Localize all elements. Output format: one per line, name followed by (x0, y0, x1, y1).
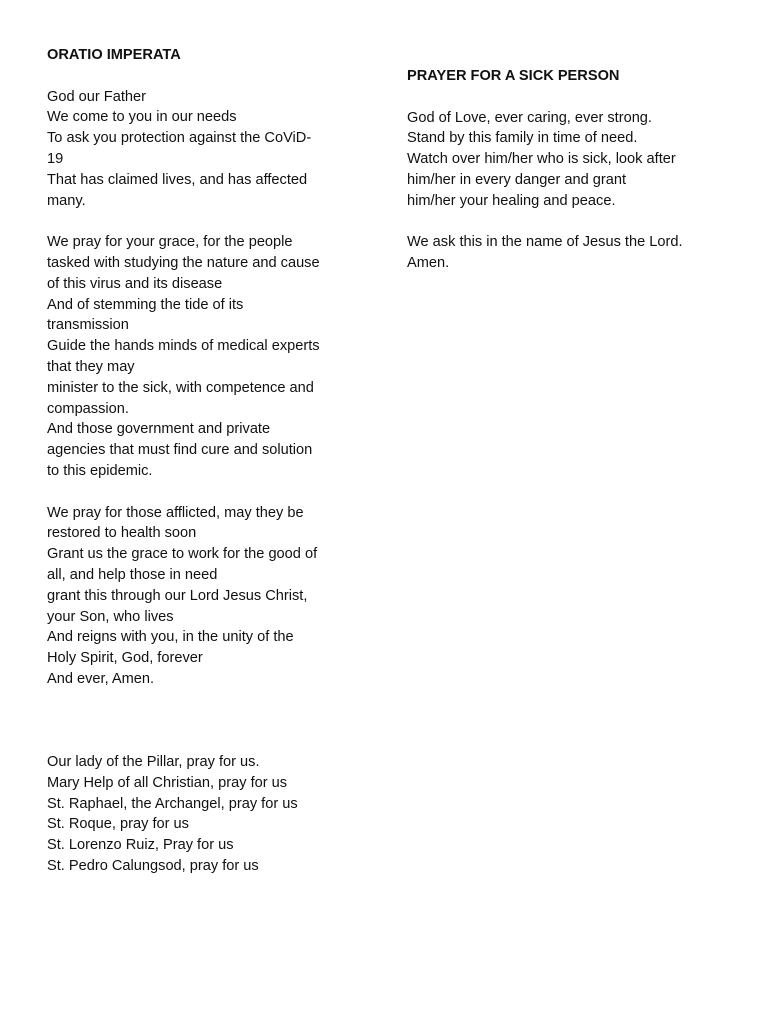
text-line: We ask this in the name of Jesus the Lord. (407, 234, 683, 251)
text-line: To ask you protection against the CoViD- (47, 130, 312, 147)
text-line: God of Love, ever caring, ever strong. (407, 109, 652, 126)
text-line: God our Father (47, 88, 146, 105)
litany-item: St. Roque, pray for us (47, 816, 189, 833)
text-line: of this virus and its disease (47, 275, 223, 292)
text-line: Holy Spirit, God, forever (47, 650, 203, 667)
litany-item: St. Lorenzo Ruiz, Pray for us (47, 837, 234, 854)
spacer (407, 212, 737, 233)
oratio-imperata-column (47, 45, 365, 877)
text-line: all, and help those in need (47, 566, 218, 583)
text-line: Stand by this family in time of need. (407, 130, 638, 147)
text-line: agencies that must find cure and solution (47, 442, 313, 459)
litany-item: St. Raphael, the Archangel, pray for us (47, 795, 298, 812)
text-line: him/her your healing and peace. (407, 192, 616, 209)
spacer (47, 731, 365, 752)
sick-prayer-paragraph (407, 108, 737, 212)
grace-paragraph (47, 232, 365, 482)
text-line: many. (47, 192, 86, 209)
oratio-imperata-title: ORATIO IMPERATA (47, 47, 181, 63)
text-line: tasked with studying the nature and cause (47, 254, 320, 271)
text-line: We pray for your grace, for the people (47, 234, 293, 251)
litany-list (47, 752, 365, 877)
text-line: compassion. (47, 400, 129, 417)
litany-item: St. Pedro Calungsod, pray for us (47, 858, 259, 875)
litany-item: Our lady of the Pillar, pray for us. (47, 754, 260, 771)
text-line: Grant us the grace to work for the good of (47, 546, 318, 563)
text-line: Amen. (407, 255, 450, 272)
litany-item: Mary Help of all Christian, pray for us (47, 774, 288, 791)
afflicted-paragraph (47, 503, 365, 690)
spacer (47, 211, 365, 232)
text-line: Guide the hands minds of medical experts (47, 338, 320, 355)
text-line: transmission (47, 317, 129, 334)
text-line: And of stemming the tide of its (47, 296, 244, 313)
sick-person-prayer-column (407, 66, 737, 274)
spacer (47, 690, 365, 732)
text-line: your Son, who lives (47, 608, 174, 625)
text-line: And reigns with you, in the unity of the (47, 629, 294, 646)
closing-paragraph (407, 232, 737, 274)
text-line: grant this through our Lord Jesus Christ, (47, 587, 308, 604)
text-line: And those government and private (47, 421, 271, 438)
text-line: We come to you in our needs (47, 109, 237, 126)
sick-person-prayer-title: PRAYER FOR A SICK PERSON (407, 68, 620, 84)
spacer (407, 87, 737, 108)
text-line: minister to the sick, with competence and (47, 379, 314, 396)
text-line: that they may (47, 358, 135, 375)
spacer (47, 482, 365, 503)
spacer (47, 66, 365, 87)
text-line: And ever, Amen. (47, 670, 155, 687)
text-line: 19 (47, 150, 64, 167)
text-line: him/her in every danger and grant (407, 171, 627, 188)
text-line: to this epidemic. (47, 462, 153, 479)
text-line: We pray for those afflicted, may they be (47, 504, 304, 521)
opening-paragraph (47, 87, 365, 212)
text-line: That has claimed lives, and has affected (47, 171, 308, 188)
text-line: Watch over him/her who is sick, look after (407, 151, 676, 168)
text-line: restored to health soon (47, 525, 197, 542)
